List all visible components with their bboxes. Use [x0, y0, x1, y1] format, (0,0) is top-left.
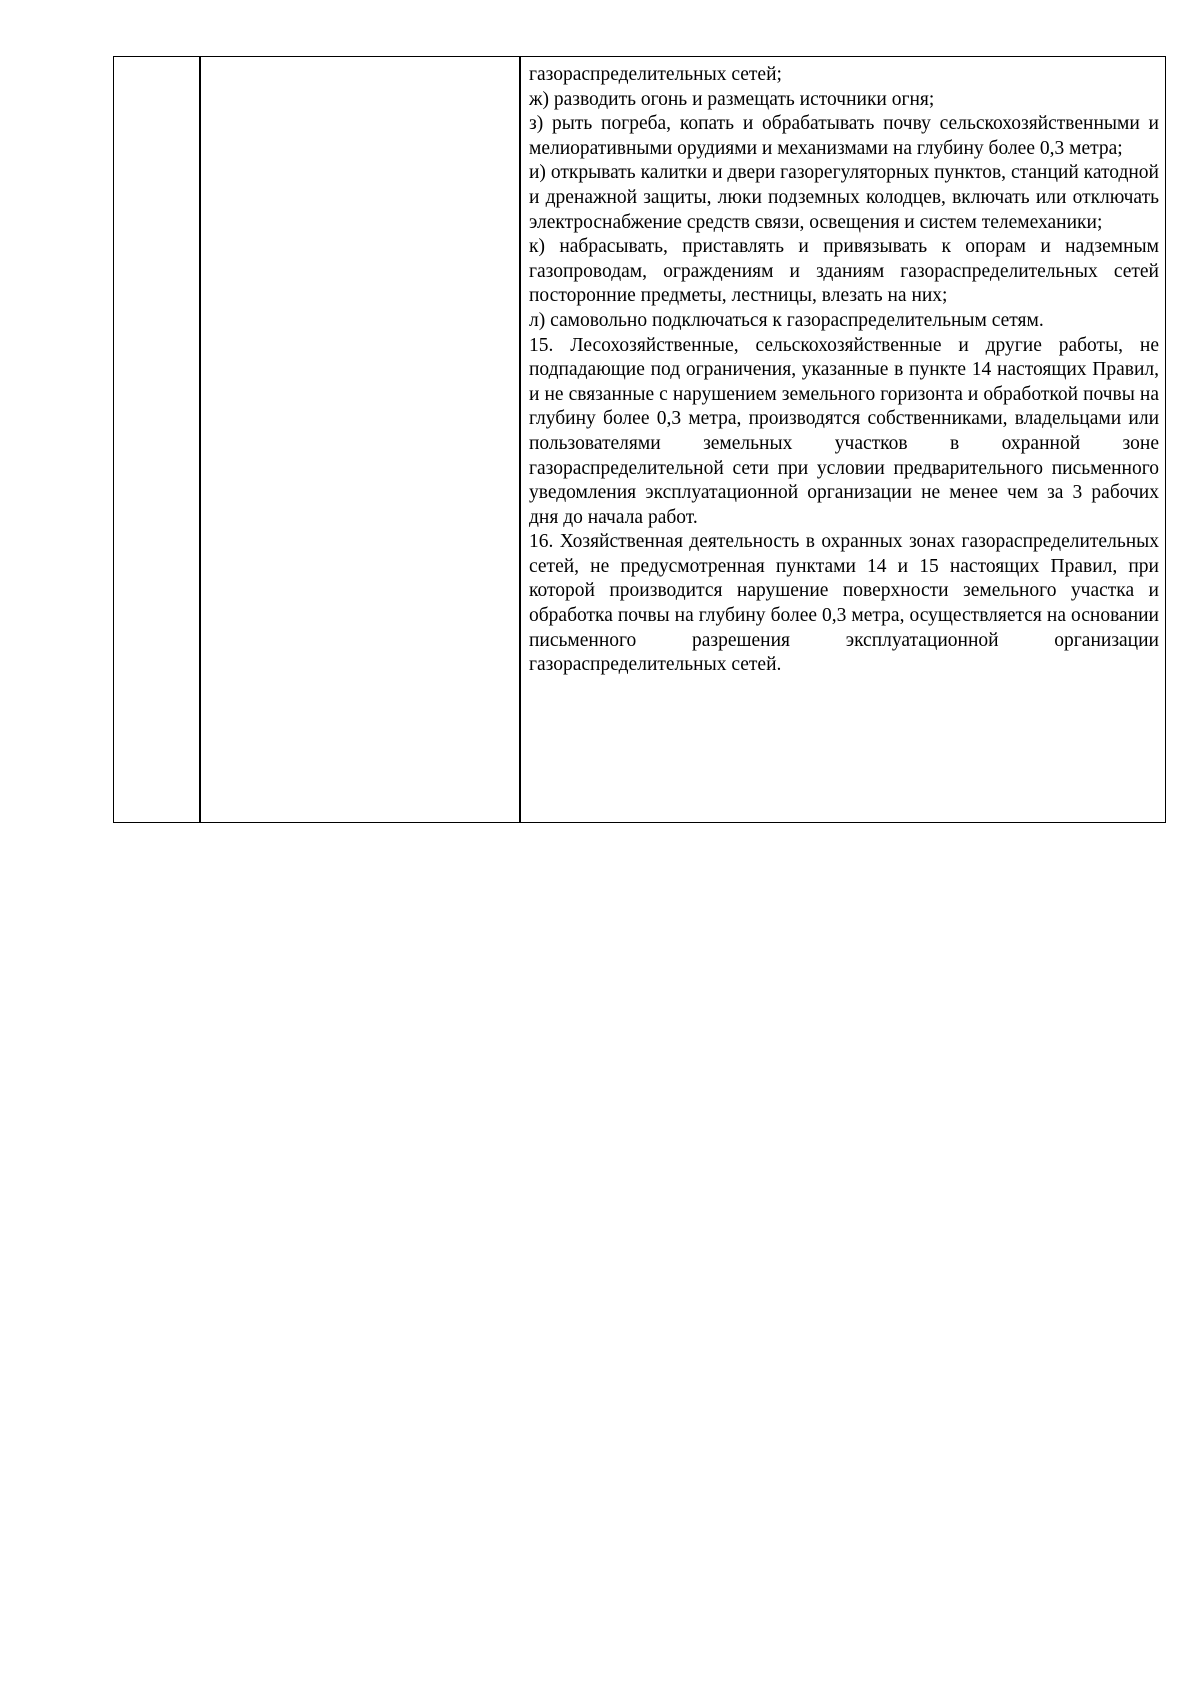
- paragraph-zh-fire: ж) разводить огонь и размещать источники огня;: [529, 88, 935, 110]
- name-column-cell: [200, 57, 520, 823]
- paragraph-gas-networks: газораспределительных сетей;: [529, 64, 782, 85]
- paragraph-15-works: 15. Лесохозяйственные, сельскохозяйственные и другие работы, не подпадающие под ограничения, указанные в пункте 14 настоящих Правил, и не связанные с нарушением земельного горизонта и обработкой почвы на глубину более 0,3 метра, производятся собственниками, владельцами или пользователями земельных участков в охранной зоне газораспределительной сети при условии предварительного письменного уведомления эксплуатационной организации не менее чем за 3 рабочих дня до начала работ.: [529, 334, 1159, 528]
- paragraph-i-doors: и) открывать калитки и двери газорегуляторных пунктов, станций катодной и дренажной защиты, люки подземных колодцев, включать или отключать электроснабжение средств связи, освещения и систем телемеханики;: [529, 162, 1159, 233]
- paragraph-16-activity: 16. Хозяйственная деятельность в охранных зонах газораспределительных сетей, не предусмотренная пунктами 14 и 15 настоящих Правил, при которой производится нарушение поверхности земельного участка и обработка почвы на глубину более 0,3 метра, осуществляется на основании письменного разрешения эксплуатационной организации газораспределительных сетей.: [529, 531, 1159, 676]
- paragraph-z-digging: з) рыть погреба, копать и обрабатывать почву сельскохозяйственными и мелиоративными орудиями и механизмами на глубину более 0,3 метра;: [529, 113, 1159, 159]
- number-column-cell: [114, 57, 201, 823]
- text-column-cell: [520, 57, 1166, 823]
- document-table: [113, 56, 1166, 823]
- paragraph-k-objects: к) набрасывать, приставлять и привязывать к опорам и надземным газопроводам, ограждениям и зданиям газораспределительных сетей посторонние предметы, лестницы, влезать на них;: [529, 236, 1159, 307]
- table-row: [114, 57, 1166, 823]
- paragraph-l-connection: л) самовольно подключаться к газораспределительным сетям.: [529, 309, 1044, 331]
